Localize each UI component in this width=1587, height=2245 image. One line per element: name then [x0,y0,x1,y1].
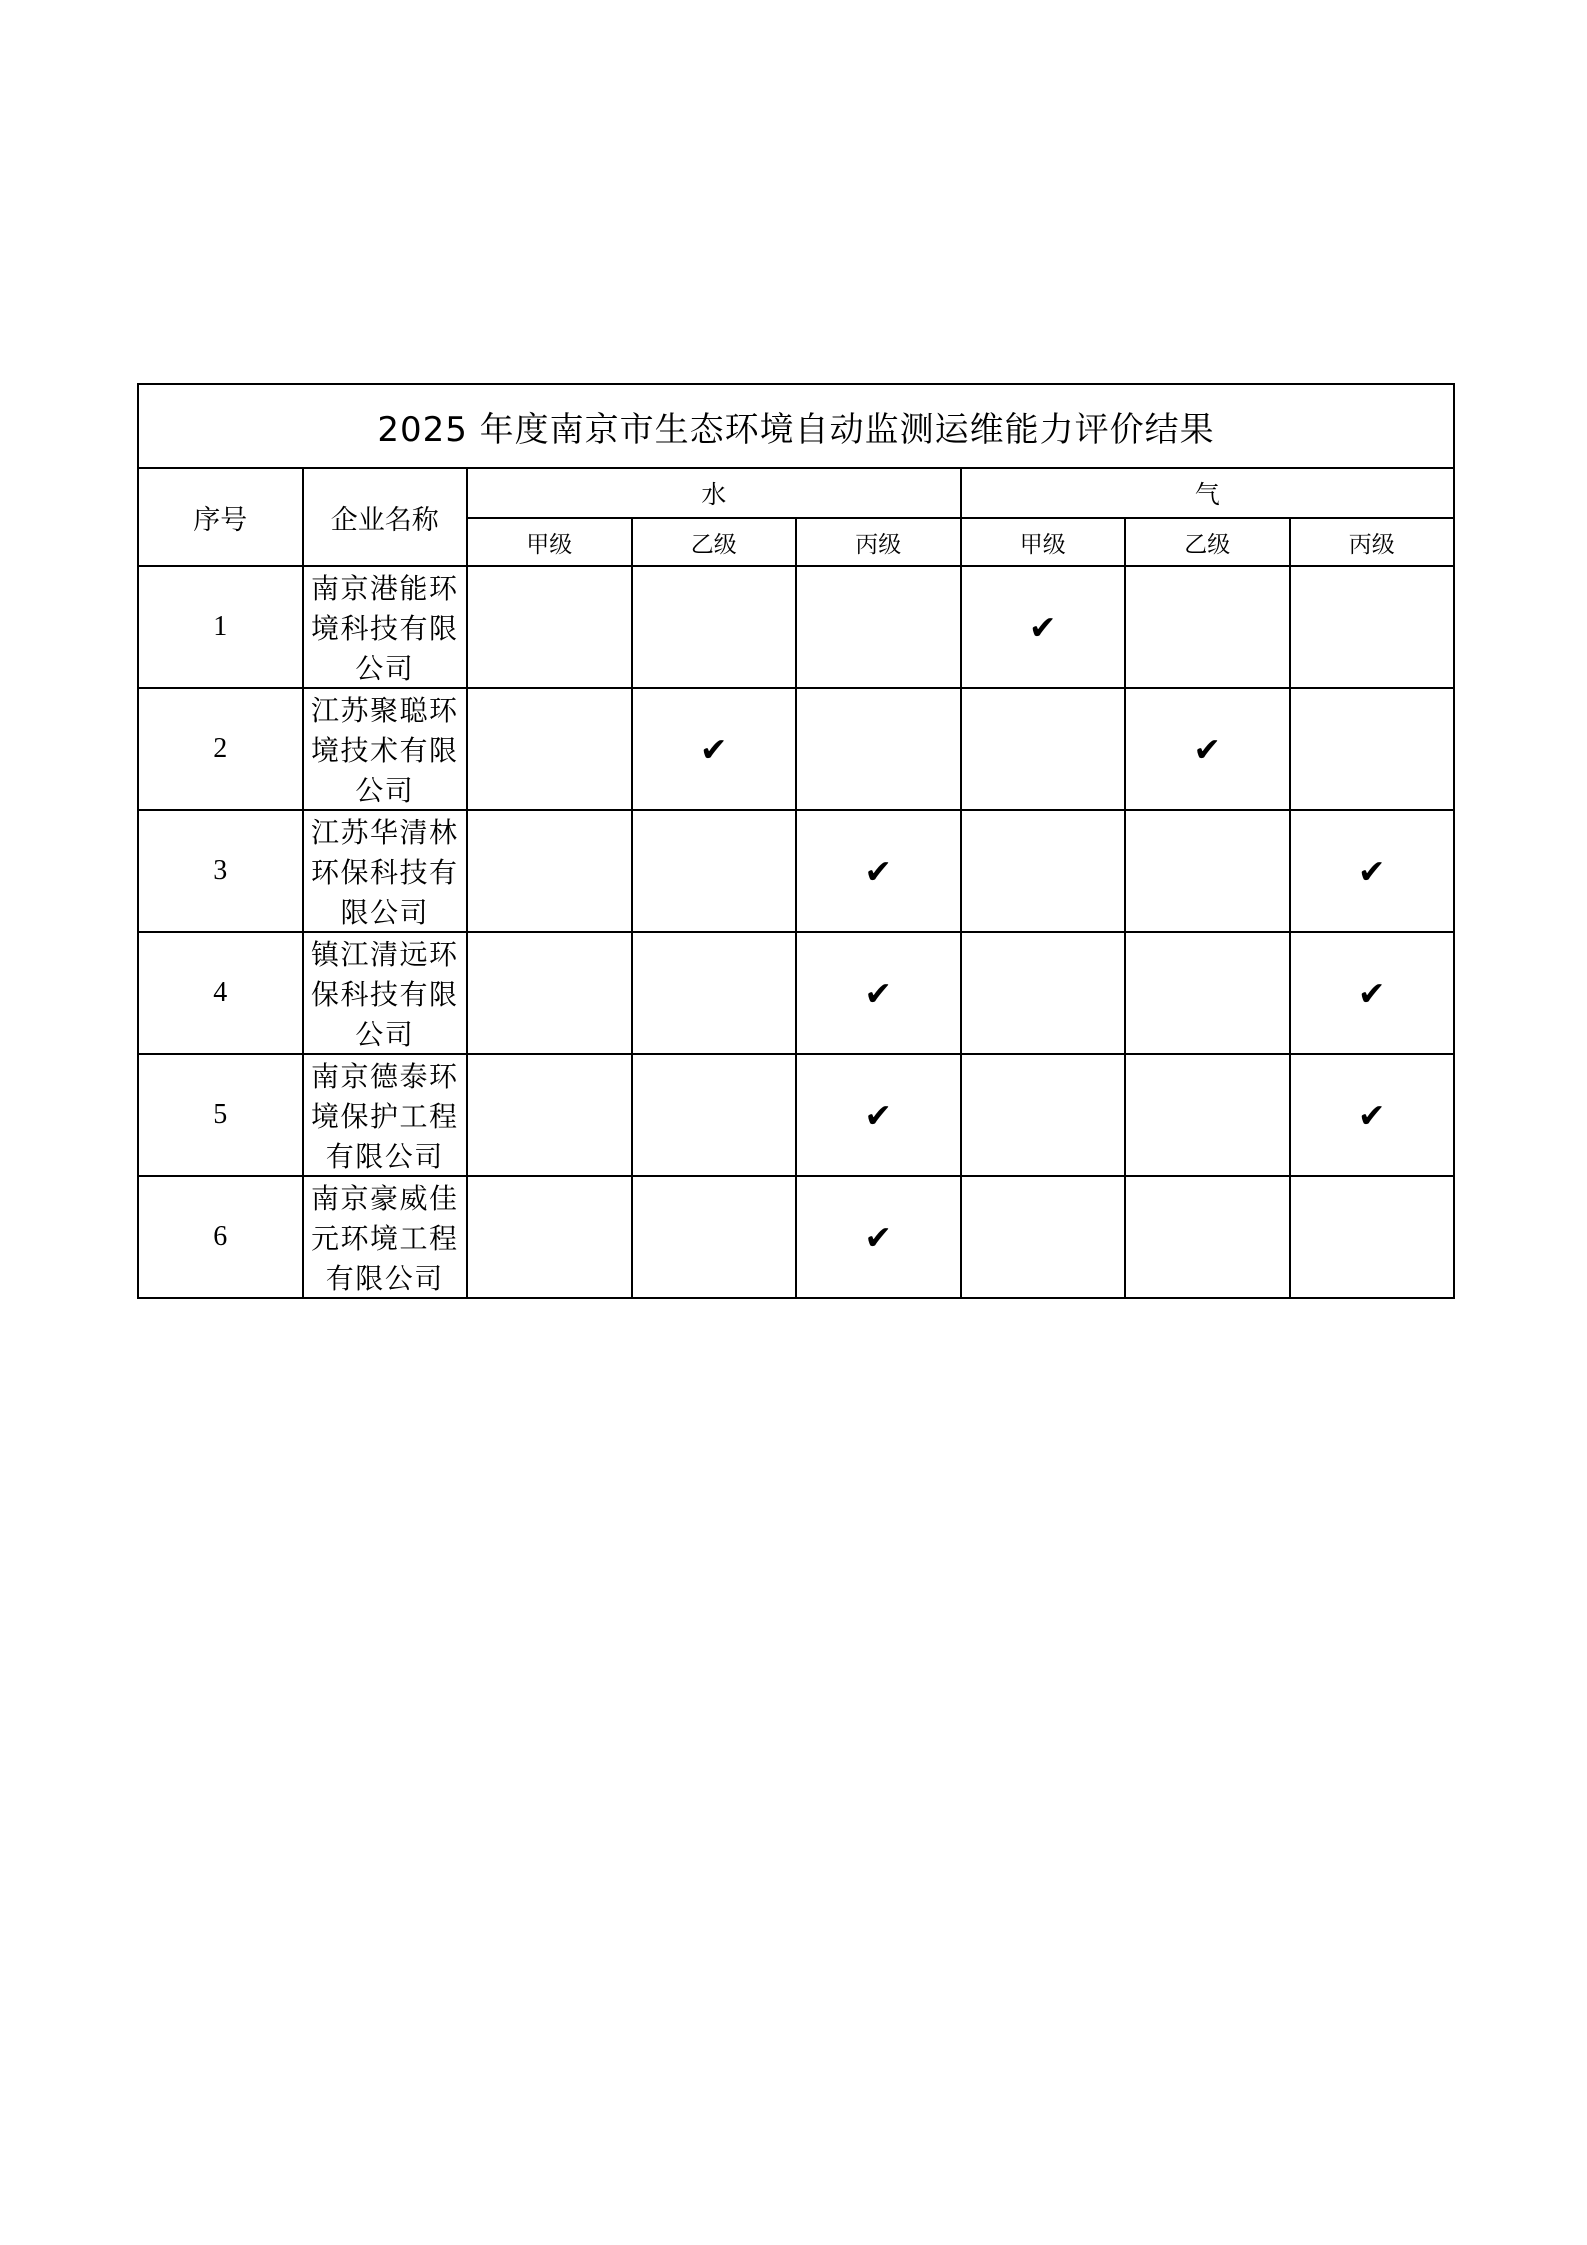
header-air-grade-a: 甲级 [961,518,1126,566]
cell-water-grade-a [467,810,632,932]
table-row [138,932,1454,1054]
page-title: 2025 年度南京市生态环境自动监测运维能力评价结果 [138,384,1454,468]
row-seq: 6 [138,1176,303,1298]
result-table-container [137,383,1455,1299]
cell-air-grade-b [1125,1054,1290,1176]
header-company-name: 企业名称 [303,468,468,566]
cell-air-grade-a [961,1176,1126,1298]
cell-water-grade-b [632,810,797,932]
table-title-row [138,384,1454,468]
row-company-name: 南京港能环境科技有限公司 [303,566,468,688]
row-seq: 2 [138,688,303,810]
cell-water-grade-b: ✔ [632,688,797,810]
cell-water-grade-b [632,1176,797,1298]
cell-water-grade-c [796,566,961,688]
row-company-name: 南京德泰环境保护工程有限公司 [303,1054,468,1176]
header-water-grade-b: 乙级 [632,518,797,566]
cell-water-grade-b [632,932,797,1054]
cell-air-grade-c: ✔ [1290,1054,1455,1176]
row-company-name: 南京豪威佳元环境工程有限公司 [303,1176,468,1298]
header-air-grade-c: 丙级 [1290,518,1455,566]
cell-air-grade-b: ✔ [1125,688,1290,810]
cell-water-grade-a [467,932,632,1054]
cell-water-grade-c: ✔ [796,1054,961,1176]
cell-water-grade-b [632,1054,797,1176]
cell-air-grade-c [1290,566,1455,688]
cell-water-grade-a [467,1176,632,1298]
cell-air-grade-b [1125,810,1290,932]
cell-water-grade-a [467,1054,632,1176]
cell-air-grade-c [1290,1176,1455,1298]
cell-air-grade-c: ✔ [1290,932,1455,1054]
header-air-grade-b: 乙级 [1125,518,1290,566]
row-company-name: 镇江清远环保科技有限公司 [303,932,468,1054]
table-header-row-1 [138,468,1454,518]
row-company-name: 江苏聚聪环境技术有限公司 [303,688,468,810]
header-water-grade-a: 甲级 [467,518,632,566]
table-row [138,688,1454,810]
row-seq: 5 [138,1054,303,1176]
cell-air-grade-a [961,932,1126,1054]
table-row [138,566,1454,688]
cell-air-grade-a [961,1054,1126,1176]
cell-air-grade-b [1125,932,1290,1054]
header-group-air: 气 [961,468,1455,518]
cell-water-grade-c [796,688,961,810]
cell-water-grade-a [467,566,632,688]
cell-air-grade-a [961,810,1126,932]
table-row [138,810,1454,932]
cell-water-grade-c: ✔ [796,932,961,1054]
header-group-water: 水 [467,468,961,518]
header-water-grade-c: 丙级 [796,518,961,566]
cell-air-grade-b [1125,566,1290,688]
header-seq: 序号 [138,468,303,566]
row-seq: 3 [138,810,303,932]
table-row [138,1054,1454,1176]
row-seq: 4 [138,932,303,1054]
cell-air-grade-b [1125,1176,1290,1298]
row-seq: 1 [138,566,303,688]
cell-air-grade-c [1290,688,1455,810]
cell-water-grade-c: ✔ [796,1176,961,1298]
cell-air-grade-a: ✔ [961,566,1126,688]
evaluation-result-table [137,383,1455,1299]
row-company-name: 江苏华清林环保科技有限公司 [303,810,468,932]
cell-water-grade-a [467,688,632,810]
cell-air-grade-a [961,688,1126,810]
cell-water-grade-c: ✔ [796,810,961,932]
table-row [138,1176,1454,1298]
cell-air-grade-c: ✔ [1290,810,1455,932]
cell-water-grade-b [632,566,797,688]
